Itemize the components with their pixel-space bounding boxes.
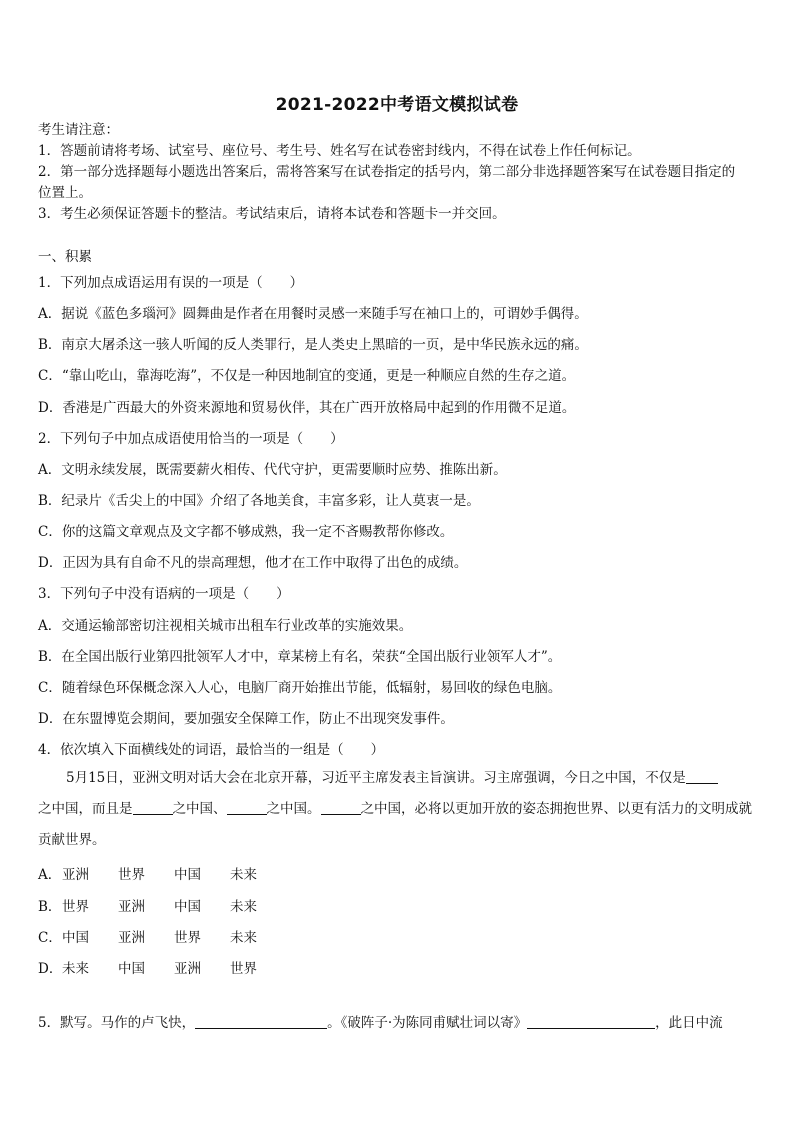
passage-text: 5月15日，亚洲文明对话大会在北京开幕，习近平主席发表主旨演讲。习主席强调，今日之中国，不仅是 <box>66 770 686 786</box>
question-stem: 2．下列句子中加点成语使用恰当的一项是（ ） <box>38 431 344 447</box>
option-word: 中国 <box>174 867 201 883</box>
q4-option <box>38 957 286 977</box>
option-word: 亚洲 <box>118 899 145 915</box>
notice-item: 3．考生必须保证答题卡的整洁。考试结束后，请将本试卷和答题卡一并交回。 <box>38 206 506 222</box>
option-label: D． <box>38 961 63 977</box>
option-label: B． <box>38 899 62 915</box>
q4-passage <box>38 763 758 856</box>
option-word: 未来 <box>230 930 257 946</box>
option-word: 中国 <box>174 899 201 915</box>
question-option: B．纪录片《舌尖上的中国》介绍了各地美食，丰富多彩，让人莫衷一是。 <box>38 493 480 509</box>
question-option: A．交通运输部密切注视相关城市出租车行业改革的实施效果。 <box>38 618 413 634</box>
question-option: D．香港是广西最大的外资来源地和贸易伙伴，其在广西开放格局中起到的作用微不足道。 <box>38 400 576 416</box>
q5-text: 5．默写。马作的卢飞快， <box>38 1015 196 1031</box>
fill-blank[interactable] <box>686 769 718 784</box>
question-option: B．在全国出版行业第四批领军人才中，章某榜上有名，荣获“全国出版行业领军人才”。 <box>38 649 562 665</box>
question-stem: 4．依次填入下面横线处的词语，最恰当的一组是（ ） <box>38 742 385 758</box>
question-option: A．文明永续发展，既需要薪火相传、代代守护，更需要顺时应势、推陈出新。 <box>38 462 507 478</box>
notice-item: 位置上。 <box>38 185 92 201</box>
question-option: C．“靠山吃山，靠海吃海”，不仅是一种因地制宜的变通，更是一种顺应自然的生存之道。 <box>38 368 576 384</box>
notice-item: 2．第一部分选择题每小题选出答案后，需将答案写在试卷指定的括号内，第二部分非选择题答案写在试卷题目指定的 <box>38 164 736 180</box>
option-word: 未来 <box>230 867 257 883</box>
exam-notice <box>38 120 758 225</box>
fill-blank[interactable] <box>321 800 361 815</box>
option-word: 中国 <box>118 961 145 977</box>
option-word: 亚洲 <box>62 867 89 883</box>
section-heading: 一、积累 <box>38 249 92 265</box>
notice-item: 1．答题前请将考场、试室号、座位号、考生号、姓名写在试卷密封线内，不得在试卷上作任何标记。 <box>38 143 641 159</box>
option-label: A． <box>38 867 62 883</box>
option-word: 世界 <box>62 899 89 915</box>
question-stem: 3．下列句子中没有语病的一项是（ ） <box>38 586 290 602</box>
option-word: 亚洲 <box>118 930 145 946</box>
q5-text: ，此日中流 <box>655 1015 723 1031</box>
fill-blank[interactable] <box>527 1014 655 1029</box>
passage-text: 之中国、 <box>172 801 227 817</box>
q5-text: 。《破阵子·为陈同甫赋壮词以寄》 <box>327 1015 528 1031</box>
q4-option <box>38 926 286 946</box>
fill-blank[interactable] <box>195 1014 327 1029</box>
passage-text: 之中国，必将以更加开放的姿态拥抱世界、以更有活力的文明成就贡献世界。 <box>38 801 752 848</box>
option-word: 未来 <box>230 899 257 915</box>
option-word: 未来 <box>62 961 89 977</box>
q4-option <box>38 895 286 915</box>
question-option: D．在东盟博览会期间，要加强安全保障工作，防止不出现突发事件。 <box>38 711 454 727</box>
option-word: 世界 <box>118 867 145 883</box>
question-stem: 1．下列加点成语运用有误的一项是（ ） <box>38 275 304 291</box>
fill-blank[interactable] <box>227 800 267 815</box>
passage-text: 之中国，而且是 <box>38 801 133 817</box>
question-option: C．你的这篇文章观点及文字都不够成熟，我一定不吝赐教帮你修改。 <box>38 524 454 540</box>
option-word: 世界 <box>174 930 201 946</box>
question-stem <box>38 1011 723 1031</box>
option-word: 亚洲 <box>174 961 201 977</box>
question-option: C．随着绿色环保概念深入人心，电脑厂商开始推出节能，低辐射，易回收的绿色电脑。 <box>38 680 562 696</box>
question-option: B．南京大屠杀这一骇人听闻的反人类罪行，是人类史上黑暗的一页，是中华民族永远的痛。 <box>38 337 588 353</box>
notice-heading: 考生请注意： <box>38 122 119 138</box>
option-word: 中国 <box>62 930 89 946</box>
option-word: 世界 <box>230 961 257 977</box>
q4-option <box>38 863 286 883</box>
option-label: C． <box>38 930 62 946</box>
question-option: A．据说《蓝色多瑙河》圆舞曲是作者在用餐时灵感一来随手写在袖口上的，可谓妙手偶得。 <box>38 306 588 322</box>
question-option: D．正因为具有自命不凡的崇高理想，他才在工作中取得了出色的成绩。 <box>38 555 468 571</box>
passage-text: 之中国。 <box>266 801 321 817</box>
page-title: 2021-2022中考语文模拟试卷 <box>275 95 519 115</box>
fill-blank[interactable] <box>133 800 173 815</box>
